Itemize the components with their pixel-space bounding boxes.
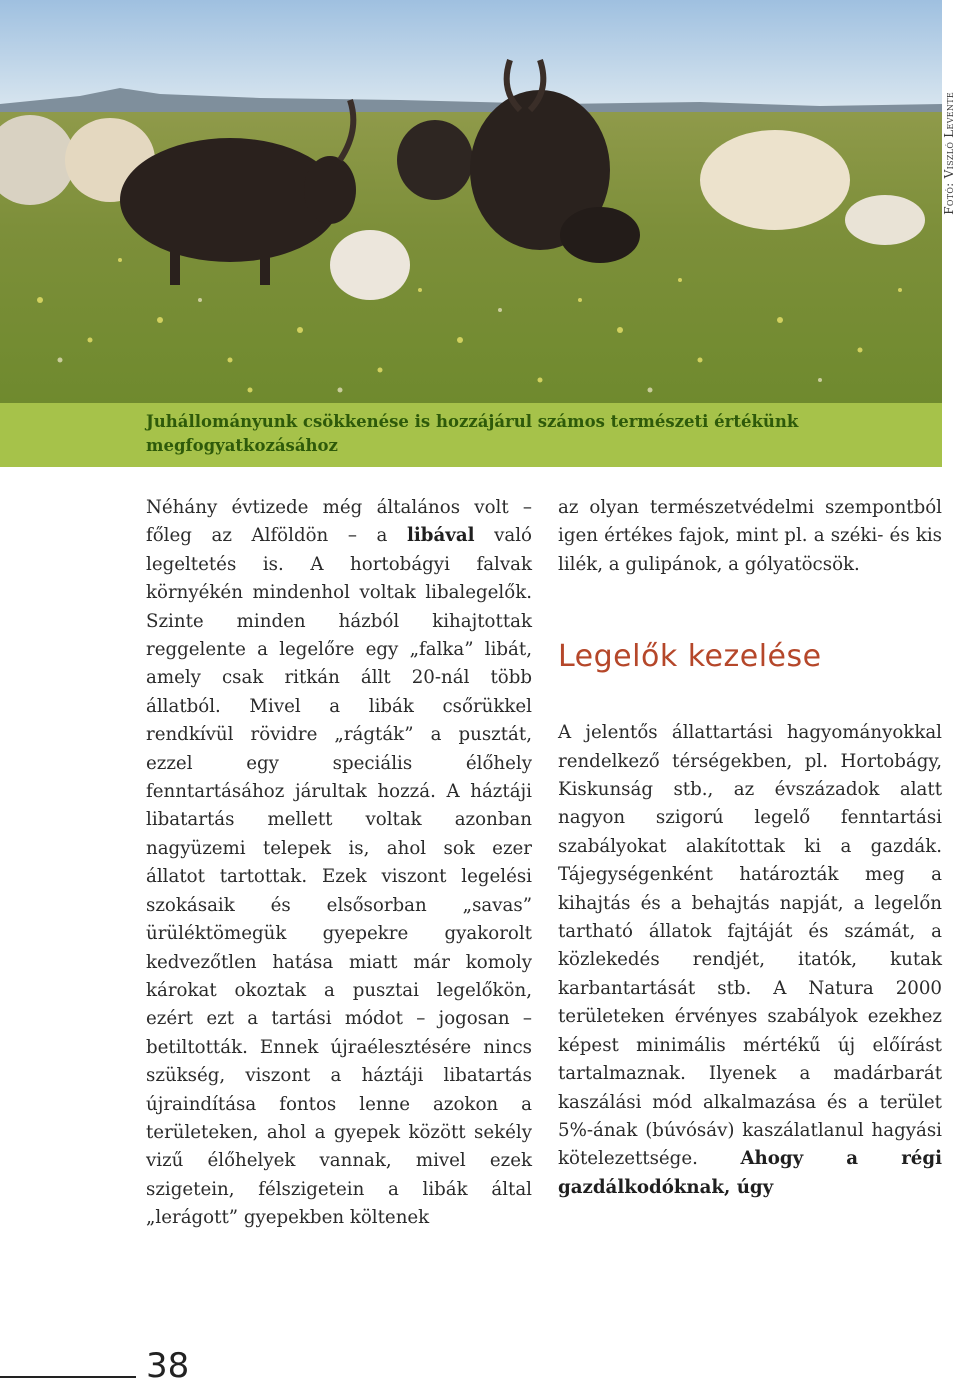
- section-heading: Legelők kezelése: [558, 639, 822, 675]
- right-text-bold: Ahogy a régi gazdálkodóknak, úgy: [558, 1148, 942, 1198]
- pasture-sheep-illustration: [0, 0, 942, 403]
- right-column: [558, 494, 942, 1202]
- page-number-rule: [0, 1376, 136, 1378]
- right-text-part-1: A jelentős állattartási hagyományokkal rendelkező térségekben, pl. Hortobágy, Kiskunság stb., az évszázadok alatt nagyon szigorú legelő fenntartási szabályokat alakítottak ki a gazdák. Tájegységenként határozták meg a kihajtás és a behajtás napját, a legelőn tartható állatok fajtáját és számát, a közlekedés rendjét, itatók, kutak karbantartását stb. A Natura 2000 területeken érvényes szabályok ezekhez képest minimális mértékű új előírást tartalmaznak. Ilyenek a madárbarát kaszálási mód alkalmazása és a terület 5%-ának (búvósáv) kaszálatlanul hagyási kötelezettsége.: [558, 722, 942, 1170]
- left-column: [146, 494, 532, 1233]
- caption-band: [0, 403, 942, 467]
- right-paragraph-2: [558, 719, 942, 1202]
- left-paragraph: [146, 494, 532, 1233]
- black-sheep-small: [397, 120, 473, 200]
- sheep-photo: [0, 0, 942, 403]
- black-lamb: [560, 207, 640, 263]
- left-text-part-2: való legeltetés is. A hortobágyi falvak környékén mindenhol voltak libalegelők. Szinte minden házból kihajtottak reggelente a legelőre egy „falka” libát, amely csak ritkán állt 20-nál több állatból. Mivel a libák csőrükkel rendkívül rövidre „rágták” a pusztát, ezzel egy speciális élőhely fenntartásához járultak hozzá. A háztáji libatartás mellett voltak azonban nagyüzemi telepek is, ahol sok ezer állatot tartottak. Ezek viszont legelési szokásaik és elsősorban „savas” ürüléktömegük gyepekre gyakorolt kedvezőtlen hatása miatt már komoly károkat okoztak a pusztai legelőkön, ezért ezt a tartási módot – jogosan – betiltották. Ennek újraélesztésére nincs szükség, viszont a háztáji libatartás újraindítása fontos lenne azokon a területeken, ahol a gyepek között sekély vizű élőhelyek vannak, mivel ezek szigetein, félszigetein a libák által „lerágott” gyepekben költenek: [146, 525, 532, 1229]
- right-paragraph-1: az olyan természetvédelmi szempontból igen értékes fajok, mint pl. a széki- és kis lilék, a gulipánok, a gólyatöcsök.: [558, 497, 942, 575]
- left-text-part-1: Néhány évtizede még általános volt – főleg az Alföldön – a: [146, 497, 532, 547]
- photo-credit: Fotó: Viszló Levente: [942, 92, 956, 215]
- white-sheep-right: [700, 130, 850, 230]
- page-number: 38: [146, 1346, 190, 1386]
- white-sheep-far-right: [845, 195, 925, 245]
- white-lamb: [330, 230, 410, 300]
- left-text-bold: libával: [406, 525, 475, 547]
- photo-caption: Juhállományunk csökkenése is hozzájárul számos természeti értékünk megfogyatkozásához: [146, 412, 799, 455]
